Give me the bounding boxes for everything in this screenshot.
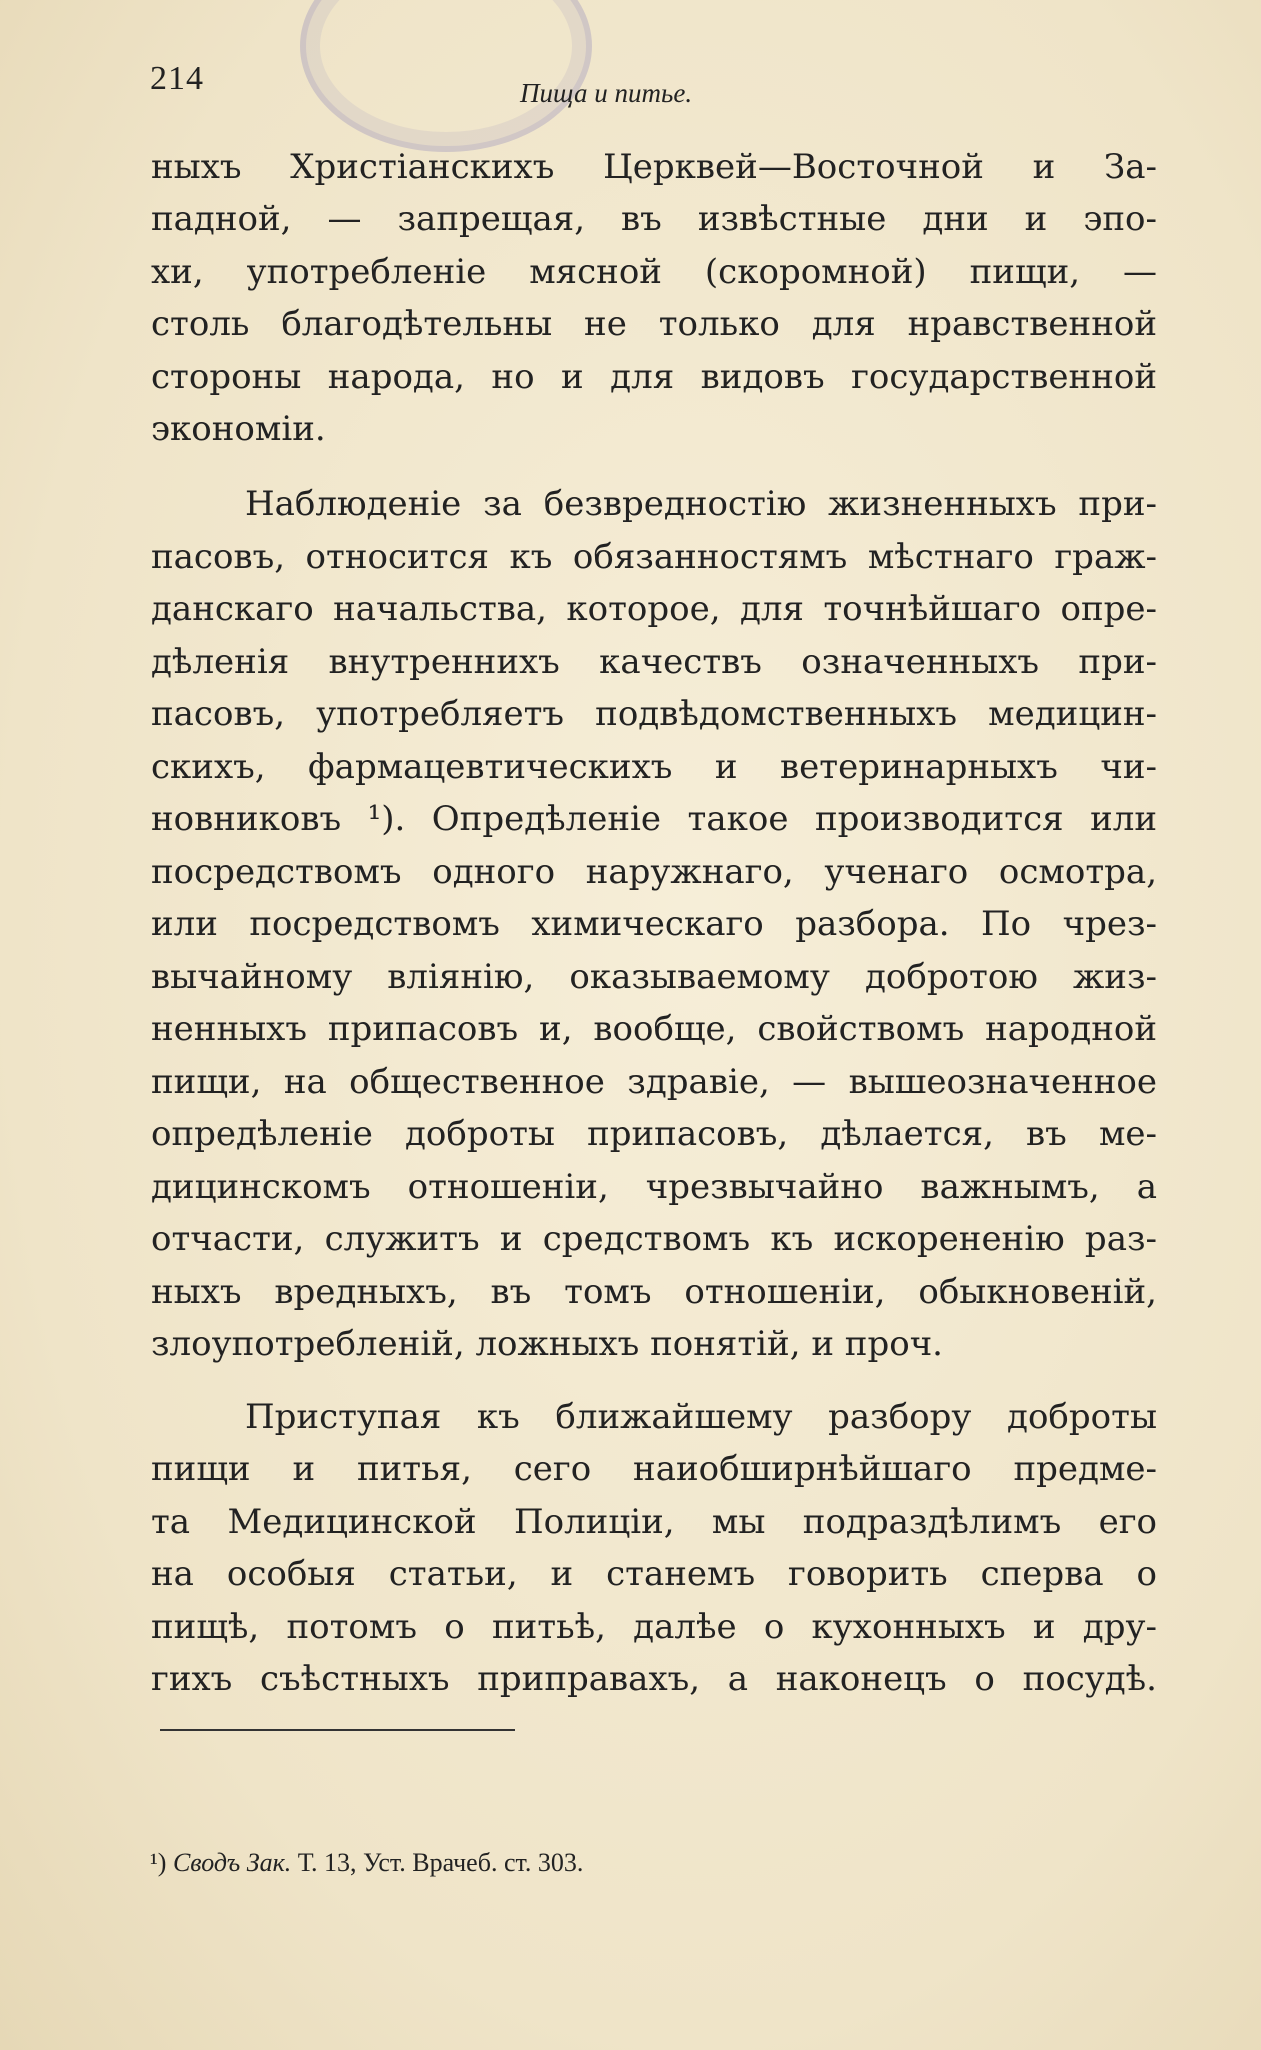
text-line: данскаго начальства, которое, для точнѣйшаго опре- [151,589,1157,629]
text-line: дѣленія внутреннихъ качествъ означенныхъ при- [151,642,1157,682]
text-line: дицинскомъ отношеніи, чрезвычайно важнымъ, а [151,1167,1157,1207]
text-line: вычайному вліянію, оказываемому добротою жиз- [151,957,1157,997]
text-line: падной, — запрещая, въ извѣстные дни и эпо- [151,199,1157,239]
text-line: Наблюденіе за безвредностію жизненныхъ при- [245,484,1157,524]
text-line: Приступая къ ближайшему разбору доброты [245,1397,1157,1437]
text-line: опредѣленіе доброты припасовъ, дѣлается, въ ме- [151,1114,1157,1154]
text-line: отчасти, служитъ и средствомъ къ искорененію раз- [151,1219,1157,1259]
footnote-rule [160,1729,515,1731]
text-line: ныхъ Христіанскихъ Церквей—Восточной и За- [151,147,1157,187]
text-line: хи, употребленіе мясной (скоромной) пищи, — [151,252,1157,292]
text-line: скихъ, фармацевтическихъ и ветеринарныхъ чи- [151,747,1157,787]
text-line: пасовъ, употребляетъ подвѣдомственныхъ медицин- [151,694,1157,734]
text-line: пасовъ, относится къ обязанностямъ мѣстнаго граж- [151,537,1157,577]
footnote-marker: ¹) [150,1848,167,1877]
text-line: столь благодѣтельны не только для нравственной [151,304,1157,344]
text-line: пищи, на общественное здравіе, — вышеозначенное [151,1062,1157,1102]
text-line: стороны народа, но и для видовъ государственной [151,357,1157,397]
text-line: ныхъ вредныхъ, въ томъ отношеніи, обыкновеній, [151,1272,1157,1312]
footnote-source: Сводъ Зак. [172,1848,292,1877]
footnote [150,1848,583,1878]
footnote-reference: Т. 13, Уст. Врачеб. ст. 303. [297,1848,584,1877]
page-number: 214 [150,60,204,97]
text-line: та Медицинской Полиціи, мы подраздѣлимъ его [151,1502,1157,1542]
text-line: злоупотребленій, ложныхъ понятій, и проч. [151,1324,943,1364]
library-stamp [300,0,592,152]
text-line: ненныхъ припасовъ и, вообще, свойствомъ народной [151,1009,1157,1049]
text-line: пищи и питья, сего наиобширнѣйшаго предме- [151,1449,1157,1489]
text-line: пищѣ, потомъ о питьѣ, далѣе о кухонныхъ и дру- [151,1607,1157,1647]
text-line: посредствомъ одного наружнаго, ученаго осмотра, [151,852,1157,892]
text-line: экономіи. [151,409,326,449]
text-line: на особыя статьи, и станемъ говорить сперва о [151,1554,1157,1594]
text-line: новниковъ ¹). Опредѣленіе такое производится или [151,799,1157,839]
running-title: Пища и питье. [520,78,693,108]
text-line: гихъ съѣстныхъ приправахъ, а наконецъ о посудѣ. [151,1659,1157,1699]
text-line: или посредствомъ химическаго разбора. По чрез- [151,904,1157,944]
